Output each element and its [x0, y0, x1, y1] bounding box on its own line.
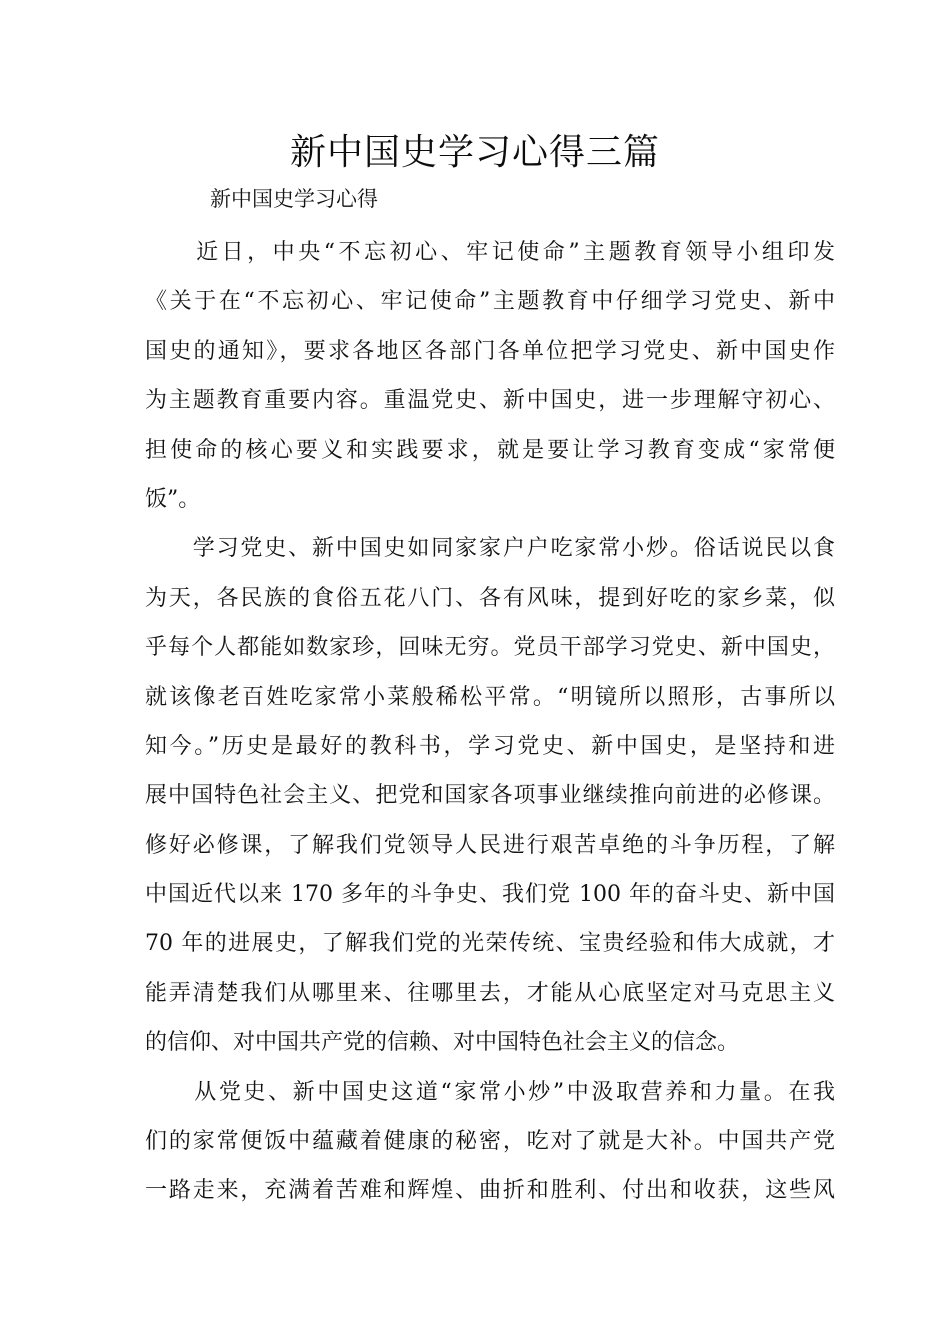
- text-line: 一路走来，充满着苦难和辉煌、曲折和胜利、付出和收获，这些风: [145, 1178, 835, 1204]
- text-line: 的信仰、对中国共产党的信赖、对中国特色社会主义的信念。: [145, 1030, 740, 1056]
- text-line: 中国近代以来 170 多年的斗争史、我们党 100 年的奋斗史、新中国: [145, 882, 835, 908]
- text-line: 国史的通知》，要求各地区各部门各单位把学习党史、新中国史作: [145, 338, 835, 364]
- text-line: 饭”。: [145, 486, 201, 512]
- text-line: 70 年的进展史，了解我们党的光荣传统、宝贵经验和伟大成就，才: [145, 931, 835, 957]
- text-line: 从党史、新中国史这道“家常小炒”中汲取营养和力量。在我: [145, 1079, 835, 1105]
- text-line: 修好必修课，了解我们党领导人民进行艰苦卓绝的斗争历程，了解: [145, 832, 835, 858]
- text-line: 为天，各民族的食俗五花八门、各有风味，提到好吃的家乡菜，似: [145, 585, 835, 611]
- text-line: 近日，中央“不忘初心、牢记使命”主题教育领导小组印发: [145, 240, 835, 265]
- text-line: 能弄清楚我们从哪里来、往哪里去，才能从心底坚定对马克思主义: [145, 980, 835, 1006]
- document-title: 新中国史学习心得三篇: [289, 132, 660, 173]
- text-line: 们的家常便饭中蕴藏着健康的秘密，吃对了就是大补。中国共产党: [145, 1129, 835, 1155]
- text-line: 乎每个人都能如数家珍，回味无穷。党员干部学习党史、新中国史，: [145, 635, 835, 661]
- text-line: 《关于在“不忘初心、牢记使命”主题教育中仔细学习党史、新中: [145, 289, 835, 315]
- text-line: 就该像老百姓吃家常小菜般稀松平常。“明镜所以照形，古事所以: [145, 684, 835, 710]
- body-text: [145, 228, 835, 1216]
- text-line: 展中国特色社会主义、把党和国家各项事业继续推向前进的必修课。: [145, 783, 835, 809]
- document-subtitle: 新中国史学习心得: [210, 187, 378, 211]
- text-line: 为主题教育重要内容。重温党史、新中国史，进一步理解守初心、: [145, 388, 835, 414]
- text-line: 担使命的核心要义和实践要求，就是要让学习教育变成“家常便: [145, 437, 835, 463]
- text-line: 学习党史、新中国史如同家家户户吃家常小炒。俗话说民以食: [145, 536, 835, 562]
- text-line: 知今。”历史是最好的教科书，学习党史、新中国史，是坚持和进: [145, 733, 835, 759]
